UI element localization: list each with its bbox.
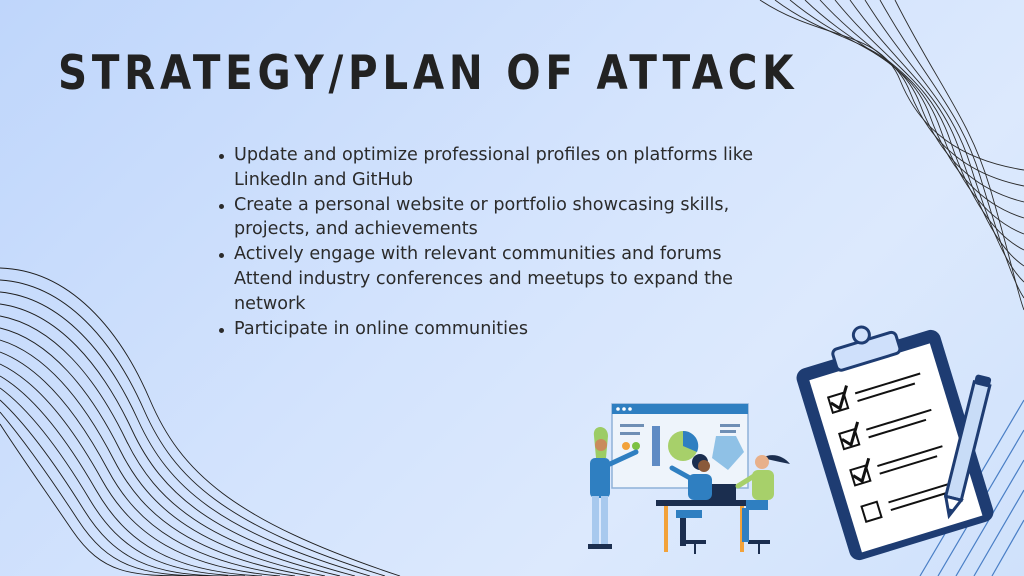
bullet-item: Actively engage with relevant communities and forums — [234, 242, 794, 267]
bullet-item: Update and optimize professional profiles on platforms like LinkedIn and GitHub — [234, 143, 794, 193]
slide-title: STRATEGY/PLAN OF ATTACK — [58, 46, 799, 101]
bullet-item: Participate in online communities — [234, 317, 794, 342]
bullet-item-continuation: Attend industry conferences and meetups to expand the network — [234, 268, 733, 314]
bullet-item: Create a personal website or portfolio showcasing skills, projects, and achievements — [234, 193, 794, 243]
